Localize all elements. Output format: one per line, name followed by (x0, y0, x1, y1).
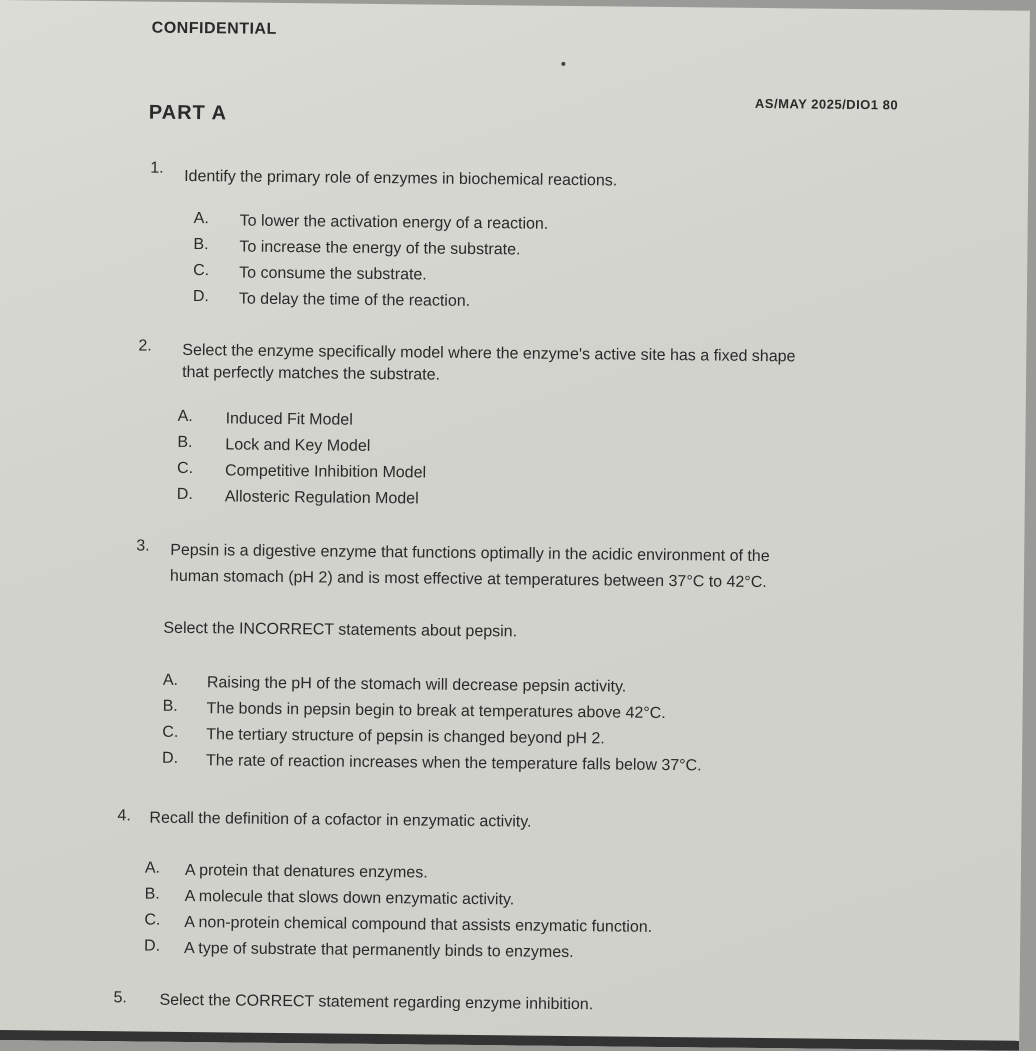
confidential-label: CONFIDENTIAL (151, 19, 277, 38)
option-letter: C. (144, 911, 161, 929)
option-letter: B. (193, 236, 209, 254)
option-text: The tertiary structure of pepsin is changed beyond pH 2. (206, 726, 605, 748)
option-letter: C. (193, 262, 210, 280)
question-text: human stomach (pH 2) and is most effective at temperatures between 37°C to 42°C. (169, 567, 767, 592)
option-letter: B. (144, 885, 160, 903)
question-number: 5. (113, 989, 127, 1007)
option-letter: A. (193, 210, 209, 228)
option-letter: D. (161, 749, 179, 767)
option-letter: D. (176, 485, 193, 504)
ink-dot (561, 62, 565, 66)
option-text: To lower the activation energy of a reaction. (239, 212, 549, 233)
question-subtext: Select the INCORRECT statements about pepsin. (163, 619, 518, 641)
question-number: 1. (150, 159, 164, 177)
option-letter: C. (177, 459, 194, 478)
option-text: Induced Fit Model (225, 410, 353, 429)
question-text: Recall the definition of a cofactor in enzymatic activity. (149, 809, 532, 831)
option-text: To consume the substrate. (239, 264, 427, 284)
option-letter: D. (192, 288, 209, 306)
option-text: A protein that denatures enzymes. (184, 861, 428, 882)
option-letter: B. (162, 697, 178, 715)
part-heading: PART A (148, 101, 228, 125)
option-letter: A. (162, 671, 179, 689)
question-number: 3. (136, 537, 150, 555)
option-text: The bonds in pepsin begin to break at temperatures above 42°C. (206, 700, 666, 723)
option-text: A molecule that slows down enzymatic activity. (184, 887, 515, 909)
option-text: Lock and Key Model (225, 436, 371, 455)
option-text: A type of substrate that permanently binds to enzymes. (183, 939, 574, 962)
option-letter: B. (177, 433, 193, 452)
exam-code: AS/MAY 2025/DIO1 80 (754, 95, 899, 113)
question-number: 2. (138, 337, 152, 355)
option-text: Competitive Inhibition Model (224, 462, 427, 482)
question-text: Pepsin is a digestive enzyme that functions optimally in the acidic environment of the (170, 541, 770, 566)
option-letter: D. (144, 937, 161, 955)
option-text: The rate of reaction increases when the temperature falls below 37°C. (205, 752, 702, 775)
question-text: that perfectly matches the substrate. (182, 363, 441, 384)
option-text: To increase the energy of the substrate. (239, 238, 521, 259)
question-text: Identify the primary role of enzymes in biochemical reactions. (184, 167, 618, 190)
option-text: To delay the time of the reaction. (238, 290, 471, 310)
option-text: Allosteric Regulation Model (224, 488, 419, 508)
option-text: A non-protein chemical compound that assists enzymatic function. (184, 913, 653, 936)
question-text: Select the CORRECT statement regarding enzyme inhibition. (159, 991, 594, 1014)
question-number: 4. (117, 807, 131, 825)
option-letter: A. (144, 859, 161, 877)
question-text: Select the enzyme specifically model where the enzyme's active site has a fixed shape (182, 341, 796, 366)
option-letter: C. (162, 723, 179, 741)
option-letter: A. (177, 407, 193, 426)
option-text: Raising the pH of the stomach will decrease pepsin activity. (206, 674, 627, 696)
